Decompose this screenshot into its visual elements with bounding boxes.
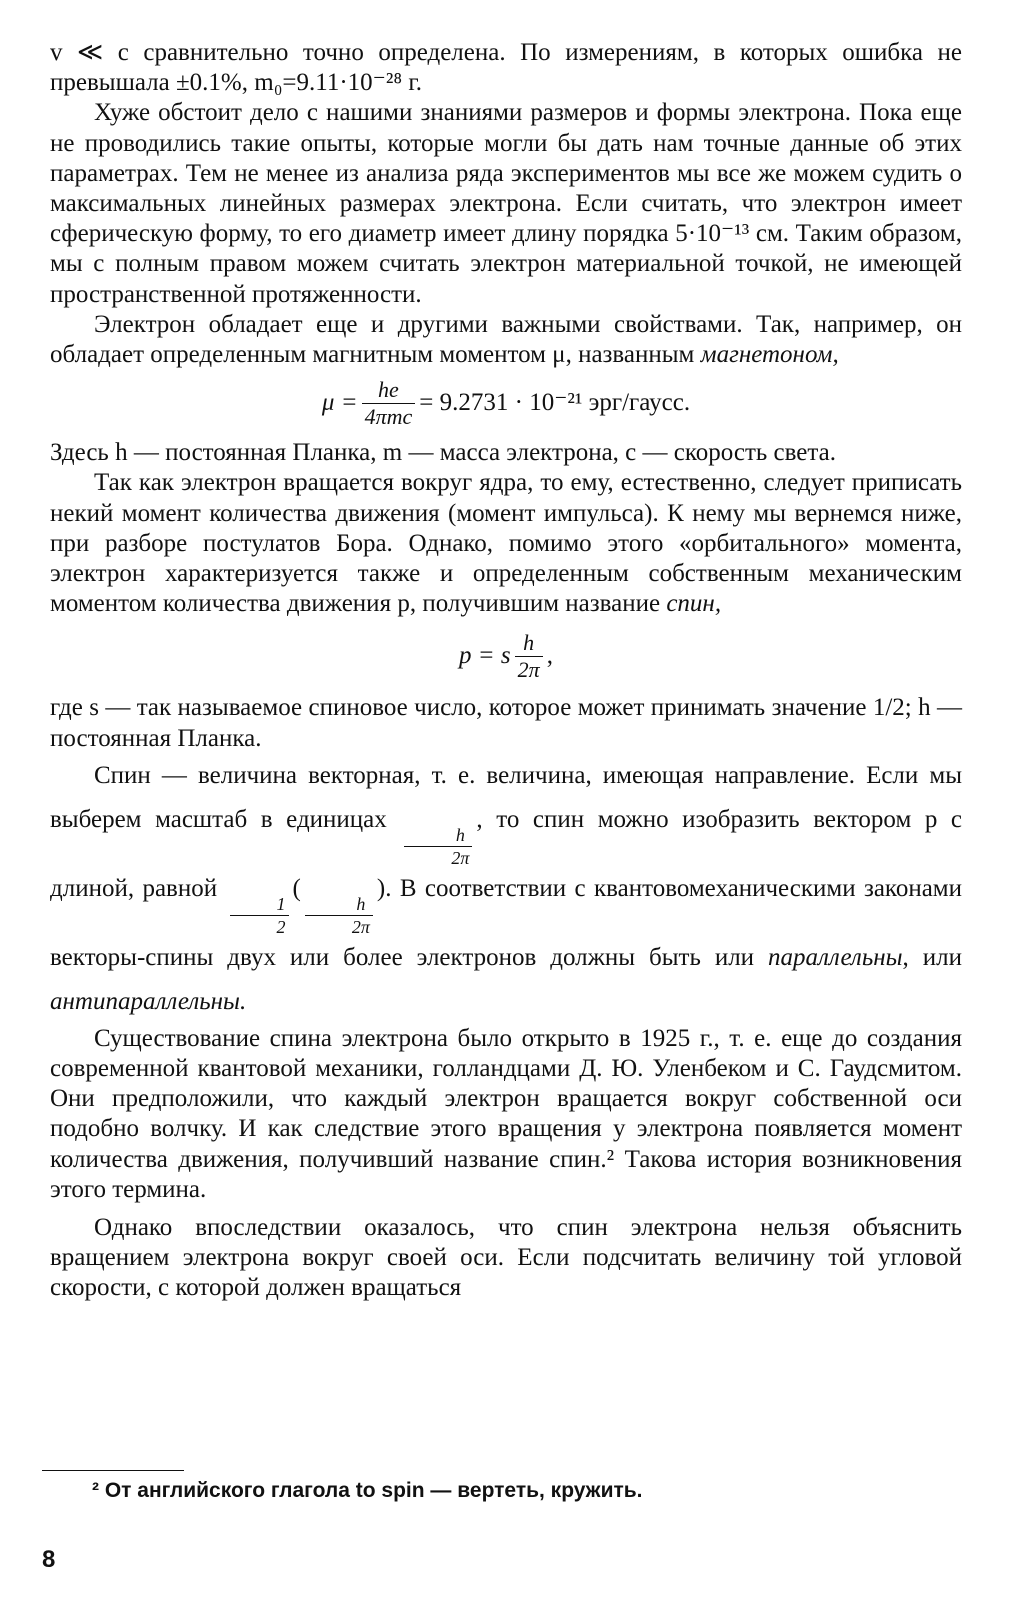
- page-number: 8: [42, 1546, 56, 1573]
- paragraph-9: Однако впоследствии оказалось, что спин электрона нельзя объяснить вращением электрона вокруг своей оси. Если подсчитать величину той угловой скорости, с которой должен вращаться: [50, 1214, 962, 1302]
- paren-open: (: [292, 874, 301, 902]
- formula-2-numerator: h: [523, 629, 535, 655]
- formula-2-fraction: [515, 629, 543, 682]
- formula-1-rhs: = 9.2731 · 10⁻²¹ эрг/гаусс.: [419, 389, 691, 417]
- footnote: ² От английского глагола to spin — вертеть, кружить.: [92, 1479, 643, 1502]
- inline-fraction-h-2pi: [404, 826, 472, 867]
- inline-fraction-half: [230, 895, 289, 936]
- inline-fraction-h-2pi-inner: [305, 895, 373, 936]
- inline-fraction-denominator: 2π: [404, 846, 472, 867]
- paragraph-1: v ≪ c сравнительно точно определена. По измерениям, в которых ошибка не превышала ±0.1%, m₀=9.11·10⁻²⁸ г.: [50, 39, 962, 97]
- paragraph-7-text-b: , то спин можно изобразить вектором p с длиной, равной: [50, 805, 963, 902]
- formula-2-tail: ,: [546, 642, 553, 670]
- paragraph-5: [50, 468, 962, 619]
- paragraph-7: [50, 754, 962, 1024]
- parallel-term: параллельны: [768, 943, 903, 971]
- formula-1-numerator: he: [378, 376, 399, 402]
- formula-2-denominator: 2π: [515, 656, 543, 681]
- body-text: [50, 38, 962, 1304]
- spin-term: спин,: [666, 590, 722, 618]
- inner-denominator: 2π: [305, 915, 373, 936]
- paragraph-6: где s — так называемое спиновое число, которое может принимать значение 1/2; h — постоянная Планка.: [50, 694, 962, 752]
- magneton-formula: [50, 374, 962, 432]
- formula-1-fraction: [362, 376, 416, 429]
- magneton-term: магнетоном,: [700, 341, 839, 369]
- formula-1-lhs: μ =: [321, 389, 358, 417]
- formula-2-lhs: p = s: [459, 642, 511, 670]
- paragraph-4: Здесь h — постоянная Планка, m — масса электрона, c — скорость света.: [50, 439, 836, 467]
- paragraph-5-text: Так как электрон вращается вокруг ядра, то ему, естественно, следует приписать некий момент количества движения (момент импульса). К нему мы вернемся ниже, при разборе постулатов Бора. Однако, помимо этого «орбитального» момента, электрон характеризуется также и определенным собственным механическим моментом количества движения p, получившим название: [50, 469, 962, 618]
- paragraph-3: [50, 310, 962, 370]
- antiparallel-term: антипараллельны.: [50, 987, 247, 1015]
- inline-fraction-numerator: h: [455, 824, 465, 845]
- paragraph-7-text-a: Спин — величина векторная, т. е. величина, имеющая направление. Если мы выберем масштаб в единицах: [50, 761, 962, 833]
- spin-formula: [50, 619, 962, 693]
- footnote-divider: [42, 1470, 184, 1471]
- paragraph-8: Существование спина электрона было открыто в 1925 г., т. е. еще до создания современной квантовой механики, голландцами Д. Ю. Уленбеком и С. Гаудсмитом. Они предположили, что каждый электрон вращается вокруг собственной оси подобно волчку. И как следствие этого вращения у электрона появляется момент количества движения, получивший название спин.² Такова история возникновения этого термина.: [50, 1024, 962, 1203]
- formula-1-denominator: 4πmc: [362, 403, 416, 428]
- half-numerator: 1: [276, 893, 286, 914]
- paren-close: ): [376, 874, 386, 902]
- half-denominator: 2: [230, 915, 289, 936]
- paragraph-2: Хуже обстоит дело с нашими знаниями размеров и формы электрона. Пока еще не проводились такие опыты, которые могли бы дать нам точные данные об этих параметрах. Тем не менее из анализа ряда экспериментов мы все же можем судить о максимальных линейных размерах электрона. Если считать, что электрон имеет сферическую форму, то его диаметр имеет длину порядка 5·10⁻¹³ см. Таким образом, мы с полным правом можем считать электрон материальной точкой, не имеющей пространственной протяженности.: [50, 99, 962, 308]
- paragraph-3-text: Электрон обладает еще и другими важными свойствами. Так, например, он обладает определенным магнитным моментом μ, названным: [50, 310, 962, 369]
- paragraph-7-text-c: . В соответствии с квантовомеханическими законами векторы-спины двух или более электронов должны быть или: [50, 874, 962, 971]
- paragraph-7-text-d: , или: [902, 943, 963, 971]
- inner-numerator: h: [356, 893, 366, 914]
